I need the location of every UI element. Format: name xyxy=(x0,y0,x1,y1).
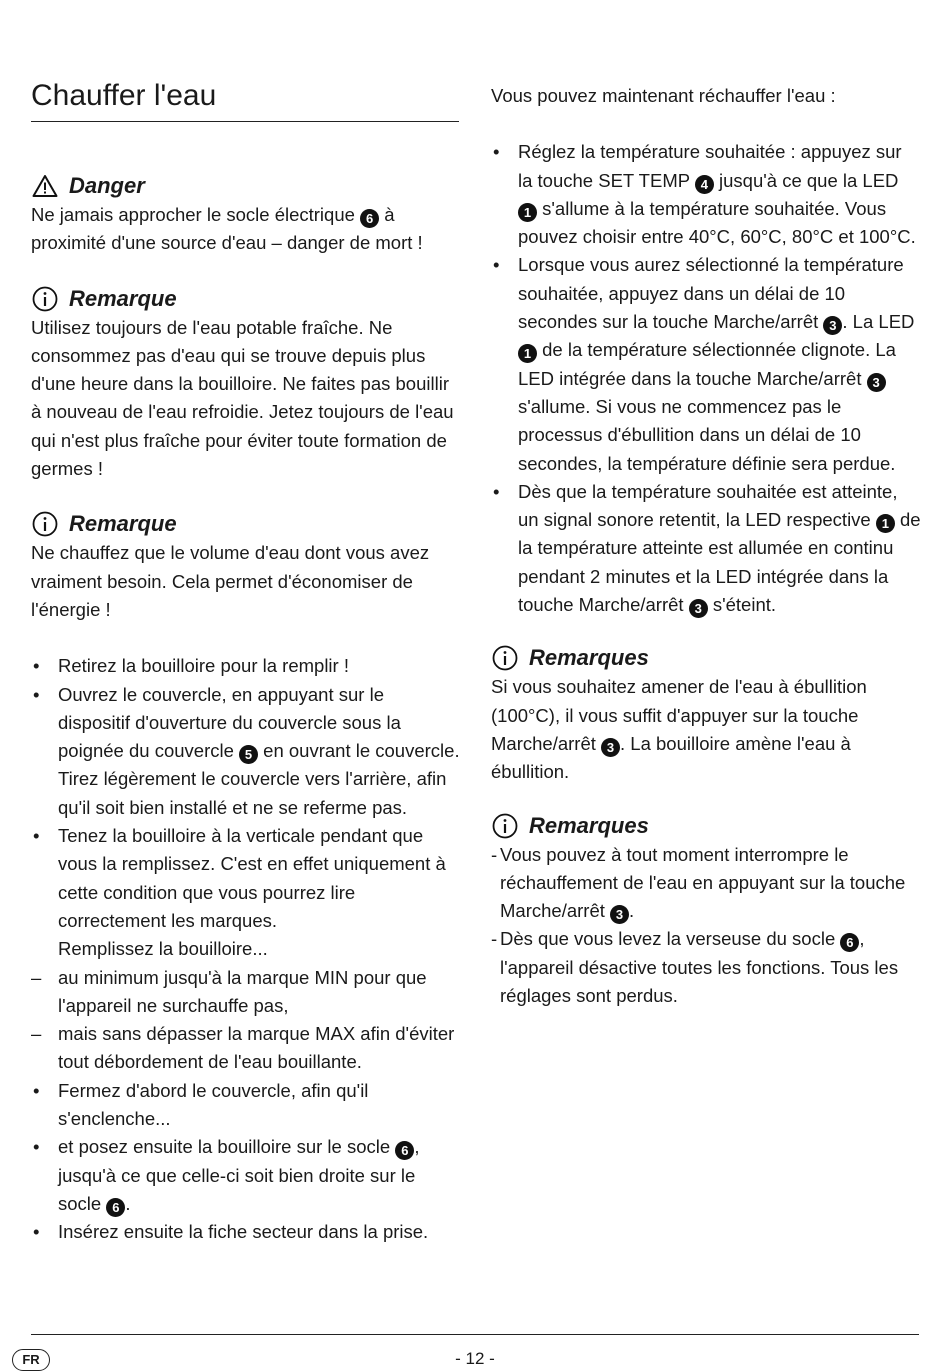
list-item: • Tenez la bouilloire à la verticale pendant que vous la remplissez. C'est en effet uniquement à cette condition que vous pourrez lire correctement les marques. xyxy=(31,822,461,935)
list-item: - Vous pouvez à tout moment interrompre le réchauffement de l'eau en appuyant sur la touche Marche/arrêt 3 . xyxy=(491,841,921,926)
ref-1-badge: 1 xyxy=(518,203,537,222)
danger-text: Ne jamais approcher le socle électrique 6 à proximité d'une source d'eau – danger de mort ! xyxy=(31,204,423,254)
danger-heading-label: Danger xyxy=(69,173,145,198)
left-column xyxy=(31,70,461,1247)
language-badge: FR xyxy=(12,1349,50,1371)
heating-steps-list xyxy=(491,138,921,619)
note-heading xyxy=(31,509,461,539)
note-text: Ne chauffez que le volume d'eau dont vous avez vraiment besoin. Cela permet d'économiser de l'énergie ! xyxy=(31,542,430,620)
note-text: Utilisez toujours de l'eau potable fraîche. Ne consommez pas d'eau qui se trouve depuis plus d'une heure dans la bouilloire. Ne faites pas bouillir à nouveau de l'eau refroidie. Jetez toujours de l'eau qui n'est plus fraîche pour éviter toute formation de germes ! xyxy=(31,316,454,480)
note-heading-label: Remarque xyxy=(69,285,177,311)
page-number: - 12 - xyxy=(455,1349,495,1368)
warning-triangle-icon xyxy=(31,172,59,200)
note-heading xyxy=(491,643,921,673)
ref-5-badge: 5 xyxy=(239,745,258,764)
ref-3-badge: 3 xyxy=(601,738,620,757)
list-item: Remplissez la bouilloire... xyxy=(58,938,268,960)
ref-6-badge: 6 xyxy=(360,209,379,228)
ref-6-badge: 6 xyxy=(840,933,859,952)
list-item: – au minimum jusqu'à la marque MIN pour que l'appareil ne surchauffe pas, xyxy=(31,964,461,1021)
note-heading xyxy=(31,284,461,314)
right-column xyxy=(491,70,921,1010)
note-heading xyxy=(491,811,921,841)
info-icon xyxy=(31,510,59,538)
note-heading-label: Remarques xyxy=(529,645,649,671)
ref-1-badge: 1 xyxy=(518,344,537,363)
ref-6-badge: 6 xyxy=(106,1198,125,1217)
note-text: Si vous souhaitez amener de l'eau à ébullition (100°C), il vous suffit d'appuyer sur la touche Marche/arrêt 3 . La bouilloire amène l'eau à ébullition. xyxy=(491,676,867,783)
list-item: • Retirez la bouilloire pour la remplir ! xyxy=(31,652,461,680)
note-heading-label: Remarque xyxy=(69,511,177,537)
list-item: – mais sans dépasser la marque MAX afin d'éviter tout débordement de l'eau bouillante. xyxy=(31,1020,461,1077)
ref-3-badge: 3 xyxy=(689,599,708,618)
ref-6-badge: 6 xyxy=(395,1141,414,1160)
page-title: Chauffer l'eau xyxy=(31,79,217,112)
list-item: • Dès que la température souhaitée est atteinte, un signal sonore retentit, la LED respective 1 de la température atteinte est allumée en continu pendant 2 minutes et la LED intégrée dans la touche Marche/arrêt 3 s'éteint. xyxy=(491,478,921,619)
info-icon xyxy=(491,644,519,672)
ref-3-badge: 3 xyxy=(867,373,886,392)
ref-3-badge: 3 xyxy=(610,905,629,924)
list-item: • et posez ensuite la bouilloire sur le socle 6 , jusqu'à ce que celle-ci soit bien droite sur le socle 6 . xyxy=(31,1133,461,1218)
note-dash-list xyxy=(491,841,921,1011)
list-item: • Insérez ensuite la fiche secteur dans la prise. xyxy=(31,1218,461,1246)
intro-text: Vous pouvez maintenant réchauffer l'eau : xyxy=(491,85,836,106)
note-heading-label: Remarques xyxy=(529,812,649,838)
ref-3-badge: 3 xyxy=(823,316,842,335)
list-item: - Dès que vous levez la verseuse du socle 6 , l'appareil désactive toutes les fonctions. Tous les réglages sont perdus. xyxy=(491,925,921,1010)
list-item: • Ouvrez le couvercle, en appuyant sur le dispositif d'ouverture du couvercle sous la poignée du couvercle 5 en ouvrant le couvercle. Tirez légèrement le couvercle vers l'arrière, afin qu'il soit bien installé et ne se referme pas. xyxy=(31,681,461,822)
danger-heading xyxy=(31,171,461,201)
list-item: • Fermez d'abord le couvercle, afin qu'il s'enclenche... xyxy=(31,1077,461,1134)
ref-1-badge: 1 xyxy=(876,514,895,533)
info-icon xyxy=(491,812,519,840)
footer-divider xyxy=(31,1334,919,1335)
info-icon xyxy=(31,285,59,313)
filling-steps-list xyxy=(31,652,461,1246)
ref-4-badge: 4 xyxy=(695,175,714,194)
list-item: • Lorsque vous aurez sélectionné la température souhaitée, appuyez dans un délai de 10 secondes sur la touche Marche/arrêt 3 . La LED 1 de la température sélectionnée clignote. La LED intégrée dans la touche Marche/arrêt 3 s'allume. Si vous ne commencez pas le processus d'ébullition dans un délai de 10 secondes, la température définie sera perdue. xyxy=(491,251,921,477)
list-item: • Réglez la température souhaitée : appuyez sur la touche SET TEMP 4 jusqu'à ce que la LED 1 s'allume à la température souhaitée. Vous pouvez choisir entre 40°C, 60°C, 80°C et 100°C. xyxy=(491,138,921,251)
